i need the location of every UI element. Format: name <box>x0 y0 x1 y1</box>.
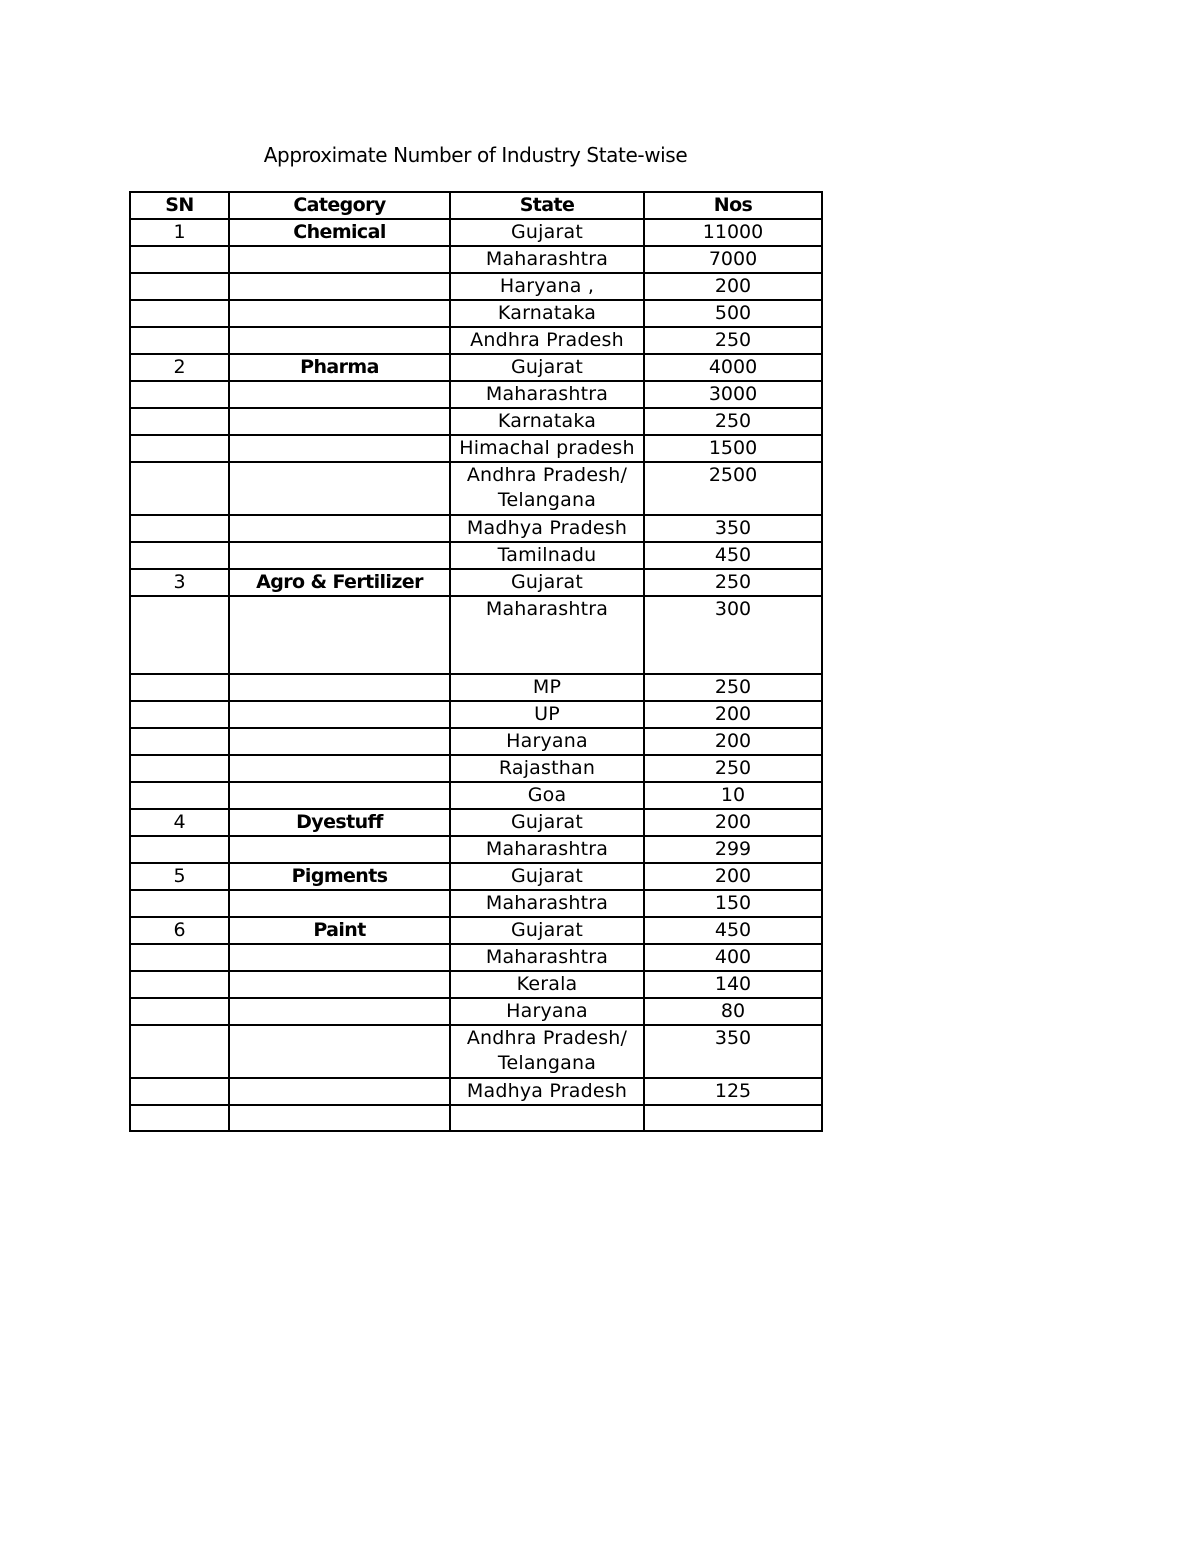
sn-cell <box>130 381 229 408</box>
sn-cell <box>130 1105 229 1131</box>
sn-cell <box>130 327 229 354</box>
table-row <box>130 219 822 246</box>
sn-cell <box>130 728 229 755</box>
nos-cell: 350 <box>644 515 822 542</box>
state-cell: Karnataka <box>450 408 644 435</box>
table-row <box>130 917 822 944</box>
sn-cell: 3 <box>130 569 229 596</box>
sn-cell <box>130 890 229 917</box>
nos-cell: 299 <box>644 836 822 863</box>
table-row <box>130 408 822 435</box>
sn-cell <box>130 674 229 701</box>
nos-cell: 10 <box>644 782 822 809</box>
nos-cell: 200 <box>644 273 822 300</box>
table-row <box>130 354 822 381</box>
table-row <box>130 246 822 273</box>
table-row <box>130 971 822 998</box>
sn-cell: 2 <box>130 354 229 381</box>
sn-cell <box>130 462 229 515</box>
state-cell: Maharashtra <box>450 890 644 917</box>
category-cell <box>229 755 450 782</box>
sn-cell <box>130 542 229 569</box>
industry-table <box>129 191 823 1132</box>
table-row <box>130 596 822 674</box>
state-cell: Madhya Pradesh <box>450 515 644 542</box>
sn-cell <box>130 273 229 300</box>
category-cell <box>229 1078 450 1105</box>
table-row <box>130 755 822 782</box>
nos-cell: 350 <box>644 1025 822 1078</box>
nos-cell: 11000 <box>644 219 822 246</box>
category-cell: Agro & Fertilizer <box>229 569 450 596</box>
state-cell: Madhya Pradesh <box>450 1078 644 1105</box>
category-cell <box>229 462 450 515</box>
state-cell: Kerala <box>450 971 644 998</box>
sn-cell <box>130 596 229 674</box>
nos-cell: 2500 <box>644 462 822 515</box>
nos-cell <box>644 1105 822 1131</box>
header-state: State <box>450 192 644 219</box>
nos-cell: 250 <box>644 569 822 596</box>
sn-cell <box>130 515 229 542</box>
state-cell: Rajasthan <box>450 755 644 782</box>
category-cell <box>229 890 450 917</box>
table-body <box>130 219 822 1131</box>
nos-cell: 140 <box>644 971 822 998</box>
category-cell <box>229 300 450 327</box>
category-cell <box>229 246 450 273</box>
sn-cell <box>130 1025 229 1078</box>
table-row <box>130 273 822 300</box>
header-nos: Nos <box>644 192 822 219</box>
category-cell <box>229 435 450 462</box>
state-cell: Gujarat <box>450 569 644 596</box>
sn-cell <box>130 246 229 273</box>
category-cell <box>229 596 450 674</box>
table-row <box>130 381 822 408</box>
category-cell <box>229 408 450 435</box>
state-cell: Maharashtra <box>450 381 644 408</box>
category-cell: Paint <box>229 917 450 944</box>
table-row <box>130 782 822 809</box>
table-row <box>130 728 822 755</box>
state-cell: Andhra Pradesh/ Telangana <box>450 1025 644 1078</box>
sn-cell <box>130 836 229 863</box>
nos-cell: 150 <box>644 890 822 917</box>
nos-cell: 200 <box>644 809 822 836</box>
sn-cell: 1 <box>130 219 229 246</box>
state-cell: Haryana <box>450 728 644 755</box>
category-cell: Pigments <box>229 863 450 890</box>
category-cell: Dyestuff <box>229 809 450 836</box>
sn-cell: 6 <box>130 917 229 944</box>
nos-cell: 3000 <box>644 381 822 408</box>
sn-cell <box>130 971 229 998</box>
table-row <box>130 435 822 462</box>
table-row <box>130 836 822 863</box>
state-cell: Gujarat <box>450 917 644 944</box>
table-row <box>130 462 822 515</box>
category-cell <box>229 273 450 300</box>
category-cell <box>229 782 450 809</box>
nos-cell: 250 <box>644 327 822 354</box>
category-cell <box>229 1105 450 1131</box>
nos-cell: 450 <box>644 917 822 944</box>
sn-cell <box>130 755 229 782</box>
nos-cell: 1500 <box>644 435 822 462</box>
nos-cell: 4000 <box>644 354 822 381</box>
sn-cell <box>130 782 229 809</box>
table-row <box>130 998 822 1025</box>
table-row <box>130 1078 822 1105</box>
table-row <box>130 515 822 542</box>
table-row <box>130 542 822 569</box>
sn-cell <box>130 300 229 327</box>
state-cell: Maharashtra <box>450 944 644 971</box>
state-cell: Haryana <box>450 998 644 1025</box>
nos-cell: 80 <box>644 998 822 1025</box>
state-cell: Maharashtra <box>450 246 644 273</box>
category-cell <box>229 674 450 701</box>
state-cell: Gujarat <box>450 863 644 890</box>
category-cell <box>229 515 450 542</box>
header-sn: SN <box>130 192 229 219</box>
state-cell: MP <box>450 674 644 701</box>
state-cell: Gujarat <box>450 354 644 381</box>
table-row <box>130 327 822 354</box>
state-cell: Karnataka <box>450 300 644 327</box>
header-category: Category <box>229 192 450 219</box>
table-row <box>130 674 822 701</box>
nos-cell: 250 <box>644 755 822 782</box>
category-cell <box>229 701 450 728</box>
nos-cell: 250 <box>644 408 822 435</box>
table-row <box>130 1025 822 1078</box>
state-cell: Haryana , <box>450 273 644 300</box>
category-cell <box>229 542 450 569</box>
nos-cell: 450 <box>644 542 822 569</box>
table-header-row <box>130 192 822 219</box>
category-cell <box>229 728 450 755</box>
state-cell: UP <box>450 701 644 728</box>
table-row <box>130 944 822 971</box>
sn-cell <box>130 998 229 1025</box>
table-row <box>130 863 822 890</box>
state-cell <box>450 1105 644 1131</box>
category-cell <box>229 944 450 971</box>
nos-cell: 500 <box>644 300 822 327</box>
table-row <box>130 809 822 836</box>
sn-cell: 4 <box>130 809 229 836</box>
table-row <box>130 1105 822 1131</box>
nos-cell: 400 <box>644 944 822 971</box>
state-cell: Himachal pradesh <box>450 435 644 462</box>
nos-cell: 7000 <box>644 246 822 273</box>
state-cell: Maharashtra <box>450 836 644 863</box>
table-row <box>130 701 822 728</box>
nos-cell: 125 <box>644 1078 822 1105</box>
category-cell <box>229 971 450 998</box>
category-cell <box>229 998 450 1025</box>
category-cell <box>229 1025 450 1078</box>
state-cell: Goa <box>450 782 644 809</box>
state-cell: Andhra Pradesh <box>450 327 644 354</box>
state-cell: Andhra Pradesh/ Telangana <box>450 462 644 515</box>
nos-cell: 200 <box>644 728 822 755</box>
nos-cell: 300 <box>644 596 822 674</box>
sn-cell <box>130 408 229 435</box>
table-row <box>130 890 822 917</box>
category-cell: Pharma <box>229 354 450 381</box>
nos-cell: 250 <box>644 674 822 701</box>
sn-cell <box>130 944 229 971</box>
category-cell <box>229 836 450 863</box>
category-cell <box>229 327 450 354</box>
state-cell: Tamilnadu <box>450 542 644 569</box>
table-row <box>130 569 822 596</box>
category-cell: Chemical <box>229 219 450 246</box>
sn-cell <box>130 1078 229 1105</box>
category-cell <box>229 381 450 408</box>
nos-cell: 200 <box>644 701 822 728</box>
sn-cell <box>130 435 229 462</box>
nos-cell: 200 <box>644 863 822 890</box>
sn-cell: 5 <box>130 863 229 890</box>
page-title: Approximate Number of Industry State-wise <box>263 143 688 167</box>
table-row <box>130 300 822 327</box>
state-cell: Gujarat <box>450 219 644 246</box>
sn-cell <box>130 701 229 728</box>
state-cell: Maharashtra <box>450 596 644 674</box>
state-cell: Gujarat <box>450 809 644 836</box>
